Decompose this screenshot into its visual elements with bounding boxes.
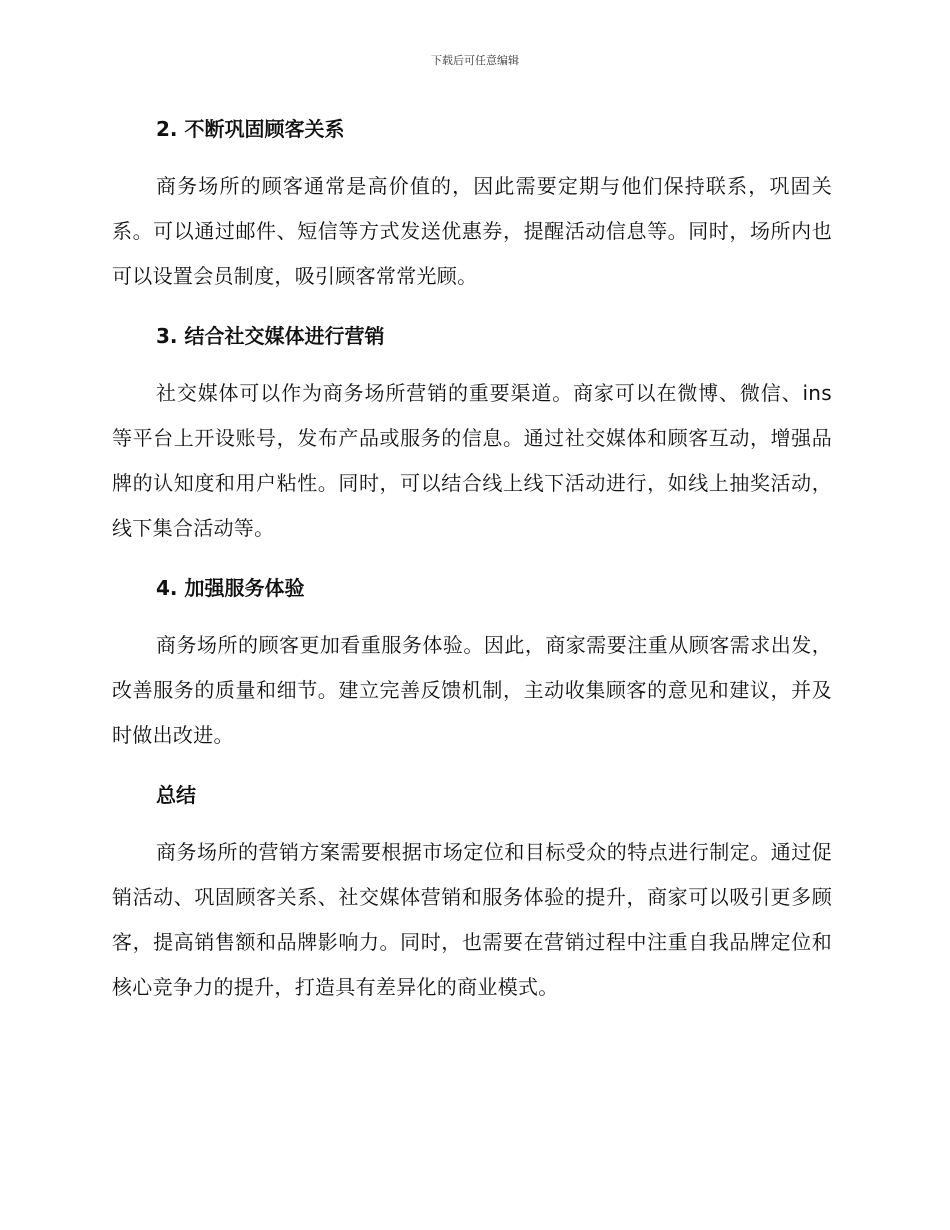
section-paragraph: 商务场所的顾客更加看重服务体验。因此，商家需要注重从顾客需求出发，改善服务的质量和细节。建立完善反馈机制，主动收集顾客的意见和建议，并及时做出改进。 [112, 633, 832, 747]
section-heading: 2. 不断巩固顾客关系 [156, 117, 345, 141]
section-customer-relations [112, 112, 832, 319]
section-social-media [112, 319, 832, 571]
document-body [112, 112, 832, 1010]
section-heading: 3. 结合社交媒体进行营销 [156, 324, 385, 348]
page-header-note: 下载后可任意编辑 [431, 54, 519, 67]
section-paragraph: 社交媒体可以作为商务场所营销的重要渠道。商家可以在微博、微信、ins 等平台上开设账号，发布产品或服务的信息。通过社交媒体和顾客互动，增强品牌的认知度和用户粘性。同时，可以结合线上线下活动进行，如线上抽奖活动，线下集合活动等。 [112, 381, 832, 540]
section-heading: 总结 [156, 783, 196, 807]
section-heading: 4. 加强服务体验 [156, 576, 305, 600]
section-paragraph: 商务场所的营销方案需要根据市场定位和目标受众的特点进行制定。通过促销活动、巩固顾客关系、社交媒体营销和服务体验的提升，商家可以吸引更多顾客，提高销售额和品牌影响力。同时，也需要在营销过程中注重自我品牌定位和核心竞争力的提升，打造具有差异化的商业模式。 [112, 840, 832, 999]
section-service-experience [112, 571, 832, 778]
section-paragraph: 商务场所的顾客通常是高价值的，因此需要定期与他们保持联系，巩固关系。可以通过邮件、短信等方式发送优惠券，提醒活动信息等。同时，场所内也可以设置会员制度，吸引顾客常常光顾。 [112, 174, 832, 288]
section-summary [112, 778, 832, 1010]
